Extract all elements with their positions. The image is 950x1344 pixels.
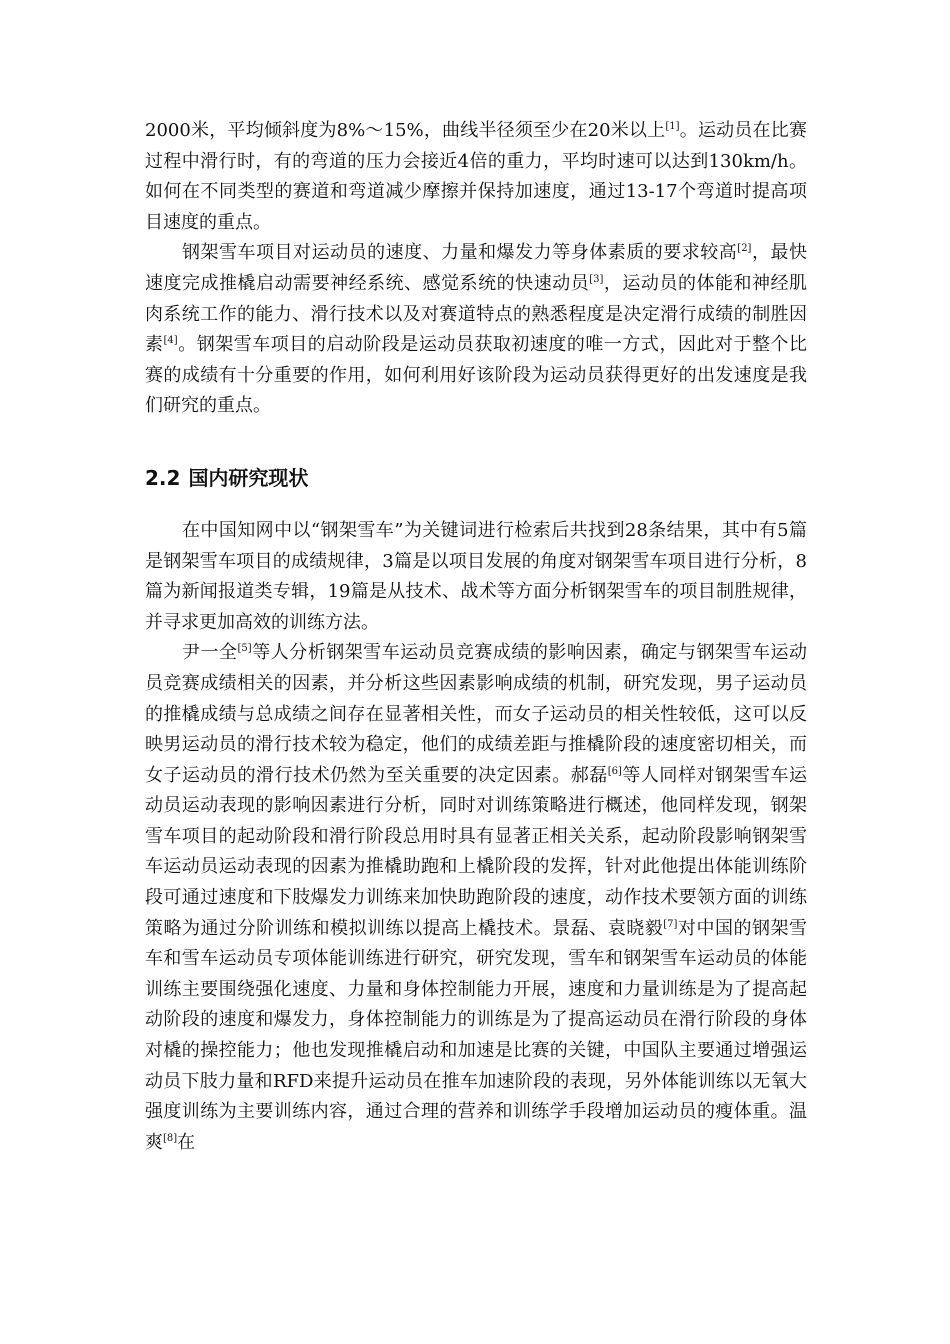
citation-6[interactable]: [6] [607, 765, 622, 777]
text-run: ，运动员的体能和神经肌肉系统工作的能力、滑行技术以及对赛道特点的熟悉程度是决定滑行成绩的制胜因素 [145, 272, 808, 356]
text-run: 。运动员在比赛过程中滑行时，有的弯道的压力会接近4倍的重力，平均时速可以达到130km/h。如何在不同类型的赛道和弯道减少摩擦并保持加速度，通过13-17个弯道时提高项目速度的重点。 [145, 120, 807, 233]
text-run: 尹一全 [182, 642, 238, 664]
document-page [145, 116, 807, 1158]
citation-3[interactable]: [3] [589, 273, 604, 285]
citation-1[interactable]: [1] [665, 121, 680, 132]
paragraph-literature-review [145, 638, 807, 1158]
paragraph-continuation [145, 116, 807, 238]
text-run: 2000米，平均倾斜度为8%～15%，曲线半径须至少在20米以上 [145, 120, 666, 141]
section-heading [145, 464, 807, 492]
section-number: 2.2 [145, 465, 181, 490]
text-run: 在 [177, 1131, 196, 1153]
section-title: 国内研究现状 [188, 465, 309, 490]
citation-8[interactable]: [8] [163, 1132, 178, 1144]
text-run: 钢架雪车项目对运动员的速度、力量和爆发力等身体素质的要求较高 [182, 242, 738, 264]
text-run: ，最快速度完成推橇启动需要神经系统、感觉系统的快速动员 [145, 242, 807, 294]
paragraph-physical-requirements [145, 238, 807, 422]
citation-4[interactable]: [4] [163, 335, 178, 347]
citation-2[interactable]: [2] [737, 243, 752, 255]
text-run: 等人分析钢架雪车运动员竞赛成绩的影响因素，确定与钢架雪车运动员竞赛成绩相关的因素，并分析这些因素影响成绩的机制，研究发现，男子运动员的推橇成绩与总成绩之间存在显著相关性，而女子运动员的相关性较低，这可以反映男运动员的滑行技术较为稳定，他们的成绩差距与推橇阶段的速度密切相关，而女子运动员的滑行技术仍然为至关重要的决定因素。郝磊 [145, 642, 807, 786]
citation-7[interactable]: [7] [663, 918, 678, 930]
text-run: 在中国知网中以“钢架雪车”为关键词进行检索后共找到28条结果，其中有5篇是钢架雪车项目的成绩规律，3篇是以项目发展的角度对钢架雪车项目进行分析，8篇为新闻报道类专辑，19篇是从技术、战术等方面分析钢架雪车的项目制胜规律，并寻求更加高效的训练方法。 [145, 519, 807, 633]
text-run: 对中国的钢架雪车和雪车运动员专项体能训练进行研究，研究发现，雪车和钢架雪车运动员的体能训练主要围绕强化速度、力量和身体控制能力开展，速度和力量训练是为了提高起动阶段的速度和爆发力，身体控制能力的训练是为了提高运动员在滑行阶段的身体对橇的操控能力；他也发现推橇启动和加速是比赛的关键，中国队主要通过增强运动员下肢力量和RFD来提升运动员在推车加速阶段的表现，另外体能训练以无氧大强度训练为主要训练内容，通过合理的营养和训练学手段增加运动员的瘦体重。温爽 [145, 917, 808, 1153]
text-run: 等人同样对钢架雪车运动员运动表现的影响因素进行分析，同时对训练策略进行概述，他同样发现，钢架雪车项目的起动阶段和滑行阶段总用时具有显著正相关关系，起动阶段影响钢架雪车运动员运动表现的因素为推橇助跑和上橇阶段的发挥，针对此他提出体能训练阶段可通过速度和下肢爆发力训练来加快助跑阶段的速度，动作技术要领方面的训练策略为通过分阶训练和模拟训练以提高上橇技术。景磊、袁晓毅 [145, 764, 807, 939]
citation-5[interactable]: [5] [237, 643, 252, 655]
paragraph-cnki-search [145, 516, 807, 638]
text-run: 。钢架雪车项目的启动阶段是运动员获取初速度的唯一方式，因此对于整个比赛的成绩有十分重要的作用，如何利用好该阶段为运动员获得更好的出发速度是我们研究的重点。 [145, 334, 808, 417]
